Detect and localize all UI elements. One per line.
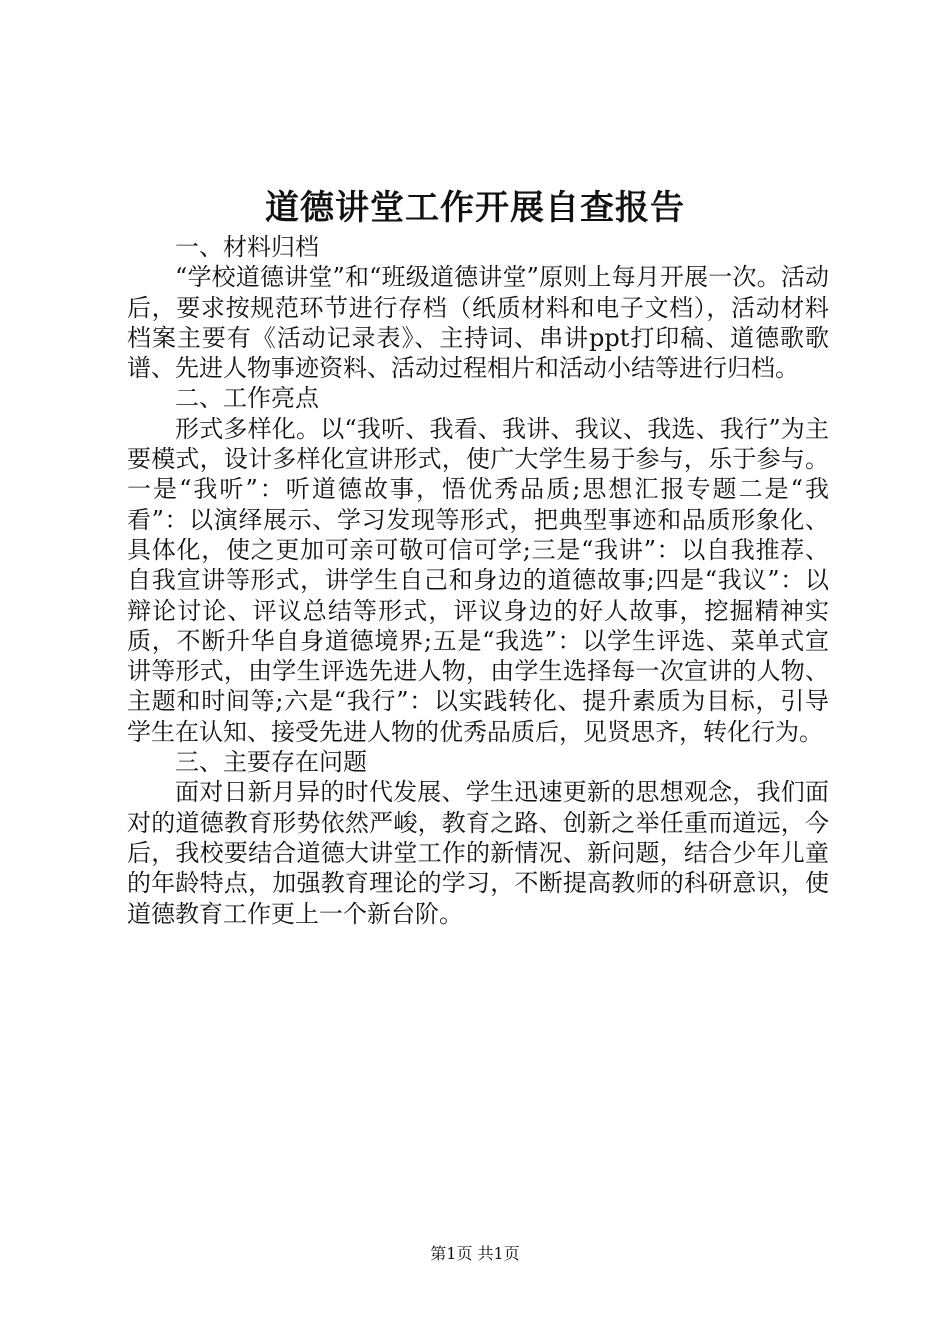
section-paragraph-problems: 面对日新月异的时代发展、学生迅速更新的思想观念，我们面对的道德教育形势依然严峻，教育之路、创新之举任重而道远，今后，我校要结合道德大讲堂工作的新情况、新问题，结合少年儿童的年龄特点，加强教育理论的学习，不断提高教师的科研意识，使道德教育工作更上一个新台阶。 <box>127 778 829 928</box>
section-heading-highlights: 二、工作亮点 <box>175 384 319 413</box>
section-paragraph-materials: “学校道德讲堂”和“班级道德讲堂”原则上每月开展一次。活动后，要求按规范环节进行存档（纸质材料和电子文档），活动材料档案主要有《活动记录表》、主持词、串讲ppt打印稿、道德歌歌谱、先进人物事迹资料、活动过程相片和活动小结等进行归档。 <box>127 263 829 383</box>
section-heading-problems: 三、主要存在问题 <box>175 748 367 777</box>
page-footer: 第1页 共1页 <box>430 1244 520 1263</box>
document-title: 道德讲堂工作开展自查报告 <box>265 188 685 228</box>
section-heading-materials: 一、材料归档 <box>175 233 319 261</box>
document-body <box>127 232 829 929</box>
section-paragraph-highlights: 形式多样化。以“我听、我看、我讲、我议、我选、我行”为主要模式，设计多样化宣讲形式，使广大学生易于参与，乐于参与。一是“我听”：听道德故事，悟优秀品质;思想汇报专题二是“我看”：以演绎展示、学习发现等形式，把典型事迹和品质形象化、具体化，使之更加可亲可敬可信可学;三是“我讲”：以自我推荐、自我宣讲等形式，讲学生自己和身边的道德故事;四是“我议”：以辩论讨论、评议总结等形式，评议身边的好人故事，挖掘精神实质，不断升华自身道德境界;五是“我选”：以学生评选、菜单式宣讲等形式，由学生评选先进人物，由学生选择每一次宣讲的人物、主题和时间等;六是“我行”：以实践转化、提升素质为目标，引导学生在认知、接受先进人物的优秀品质后，见贤思齐，转化行为。 <box>127 414 829 746</box>
